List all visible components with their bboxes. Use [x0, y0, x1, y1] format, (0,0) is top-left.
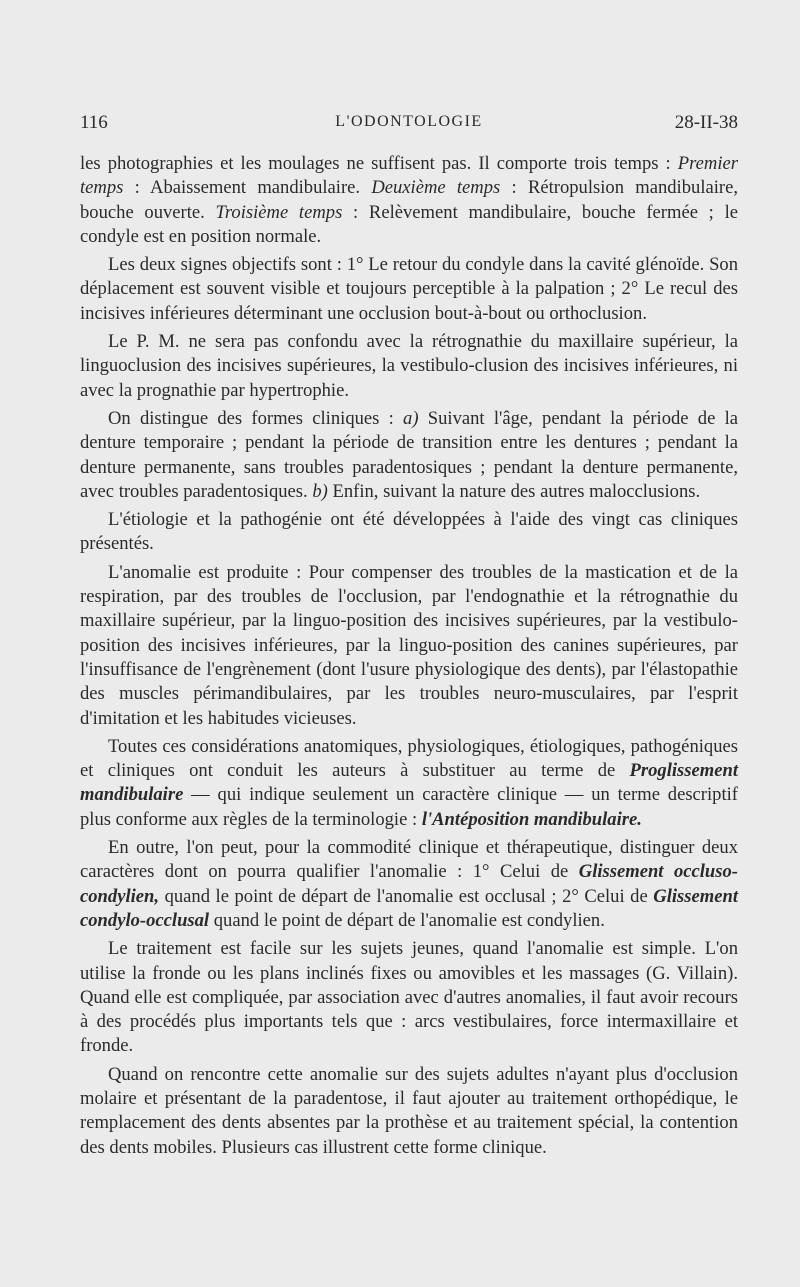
paragraph — [80, 253, 738, 326]
running-header — [80, 112, 738, 136]
paragraph — [80, 330, 738, 403]
emphasis-term: Proglissement mandibulaire — [80, 760, 738, 806]
text-segment: : Abaissement mandibulaire. — [123, 177, 372, 199]
paragraph — [80, 1063, 738, 1160]
text-segment: En outre, l'on peut, pour la commodité clinique et thérapeutique, distinguer deux caractères dont on pourra qualifier l'anomalie : 1° Celui de — [80, 837, 738, 883]
text-segment: L'étiologie et la pathogénie ont été développées à l'aide des vingt cas cliniques présentés. — [80, 509, 738, 555]
text-segment: Suivant l'âge, pendant la période de la denture temporaire ; pendant la période de transition entre les dentures ; pendant la denture permanente, sans troubles paradentosiques ; pendant la denture permanente, avec troubles paradentosiques. — [80, 407, 738, 502]
text-segment: quand le point de départ de l'anomalie est condylien. — [209, 909, 605, 931]
text-segment: — qui indique seulement un caractère clinique — un terme descriptif plus conforme aux règles de la terminologie : — [80, 784, 738, 830]
emphasis-term: l'Antéposition mandibulaire. — [421, 808, 642, 830]
text-segment: Enfin, suivant la nature des autres malocclusions. — [327, 480, 701, 502]
italic-text — [422, 809, 642, 830]
page-number: 116 — [80, 112, 108, 133]
paragraph — [80, 508, 738, 557]
text-segment: quand le point de départ de l'anomalie est occlusal ; 2° Celui de — [159, 885, 654, 907]
italic-text: Deuxième temps — [371, 177, 501, 199]
paragraph — [80, 937, 738, 1058]
italic-text: a) — [403, 407, 419, 429]
paragraph — [80, 407, 738, 504]
emphasis-term: Glissement condylo-occlusal — [80, 885, 738, 931]
text-segment: On distingue des formes cliniques : — [108, 407, 404, 429]
article-body — [80, 152, 738, 1164]
text-segment: Quand on rencontre cette anomalie sur des sujets adultes n'ayant plus d'occlusion molaire et présentant de la paradentose, il faut ajouter au traitement orthopédique, le remplacement des dents absentes par la prothèse et au traitement spécial, la contention des dents mobiles. Plusieurs cas illustrent cette forme clinique. — [80, 1063, 738, 1158]
text-segment: les photographies et les moulages ne suffisent pas. Il comporte trois temps : — [80, 153, 678, 174]
paragraph — [80, 152, 738, 249]
paragraph — [80, 735, 738, 832]
italic-text: Premier temps — [80, 153, 738, 199]
issue-date: 28-II-38 — [674, 112, 738, 133]
text-segment: : Rétropulsion mandibulaire, bouche ouverte. — [80, 177, 738, 223]
text-segment: Le traitement est facile sur les sujets jeunes, quand l'anomalie est simple. L'on utilise la fronde ou les plans inclinés fixes ou amovibles et les massages (G. Villain). Quand elle est compliquée, par association avec d'autres anomalies, il faut avoir recours à des procédés plus importants tels que : arcs vestibulaires, force intermaxillaire et fronde. — [80, 938, 738, 1057]
italic-text: Troisième temps — [215, 201, 343, 223]
paragraph — [80, 836, 738, 933]
emphasis-term: Glissement occluso-condylien, — [80, 861, 738, 907]
italic-text: b) — [312, 480, 328, 502]
text-segment: Le P. M. ne sera pas confondu avec la rétrognathie du maxillaire supérieur, la linguoclusion des incisives supérieures, la vestibulo-clusion des incisives inférieures, ni avec la prognathie par hypertrophie. — [80, 331, 738, 401]
text-segment: Les deux signes objectifs sont : 1° Le retour du condyle dans la cavité glénoïde. Son déplacement est souvent visible et toujours perceptible à la palpation ; 2° Le recul des incisives inférieures déterminant une occlusion bout-à-bout ou orthoclusion. — [80, 254, 738, 324]
paragraph — [80, 561, 738, 731]
text-segment: Toutes ces considérations anatomiques, physiologiques, étiologiques, pathogéniques et cliniques ont conduit les auteurs à substituer au terme de — [80, 735, 738, 782]
text-segment: L'anomalie est produite : Pour compenser des troubles de la mastication et de la respiration, par des troubles de l'occlusion, par l'endognathie et la rétrognathie du maxillaire supérieur, par la linguo-position des incisives supérieures, par la vestibulo-position des incisives inférieures, par la linguo-position des canines supérieures, par l'insuffisance de l'engrènement (dont l'usure physiologique des dents), par l'élastopathie des muscles périmandibulaires, par les troubles neuro-musculaires, par l'esprit d'imitation et les habitudes vicieuses. — [80, 561, 738, 729]
text-segment: : Relèvement mandibulaire, bouche fermée ; le condyle est en position normale. — [80, 201, 738, 247]
journal-title: L'ODONTOLOGIE — [335, 113, 483, 130]
